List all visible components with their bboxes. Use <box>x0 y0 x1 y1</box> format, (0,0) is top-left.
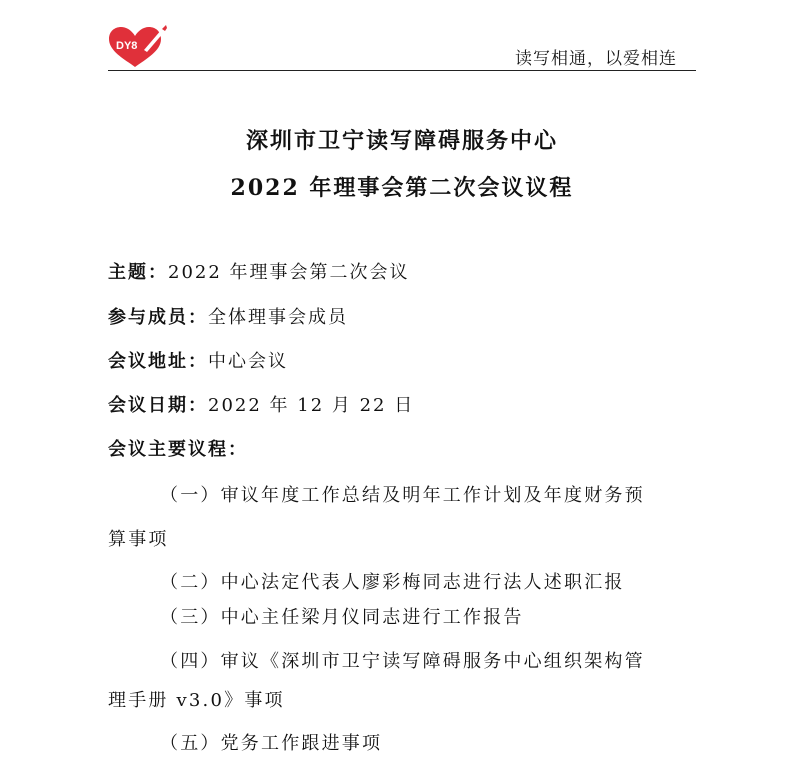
field-date <box>108 391 414 417</box>
document-title-organization: 深圳市卫宁读写障碍服务中心 <box>245 128 558 154</box>
field-agenda-heading <box>108 435 248 461</box>
agenda-item-4-line-1: （四）审议《深圳市卫宁读写障碍服务中心组织架构管 <box>160 651 645 672</box>
header-slogan: 读写相通，以爱相连 <box>515 49 677 69</box>
header-divider <box>108 70 696 71</box>
agenda-item-3: （三）中心主任梁月仪同志进行工作报告 <box>160 607 524 628</box>
field-value: 2022 年理事会第二次会议 <box>168 262 410 283</box>
agenda-item-1-line-2: 算事项 <box>108 529 169 550</box>
organization-logo <box>104 24 168 70</box>
field-label: 会议日期： <box>108 395 208 416</box>
field-value: 中心会议 <box>208 351 288 372</box>
field-participants <box>108 303 348 329</box>
logo-text: DY8 <box>116 40 138 52</box>
field-label: 会议地址： <box>108 351 208 372</box>
field-subject <box>108 258 410 284</box>
field-label: 参与成员： <box>108 307 208 328</box>
agenda-item-1-line-1: （一）审议年度工作总结及明年工作计划及年度财务预 <box>160 485 645 506</box>
agenda-item-2: （二）中心法定代表人廖彩梅同志进行法人述职汇报 <box>160 572 625 593</box>
agenda-item-5: （五）党务工作跟进事项 <box>160 733 383 754</box>
field-value: 全体理事会成员 <box>208 307 348 328</box>
heart-logo-icon <box>104 24 168 70</box>
field-location <box>108 347 288 373</box>
field-label: 会议主要议程： <box>108 439 248 460</box>
field-value: 2022 年 12 月 22 日 <box>208 395 415 416</box>
field-label: 主题： <box>108 262 168 283</box>
agenda-item-4-line-2: 理手册 v3.0》事项 <box>108 690 285 711</box>
document-title-meeting: 2022 年理事会第二次会议议程 <box>230 175 574 201</box>
